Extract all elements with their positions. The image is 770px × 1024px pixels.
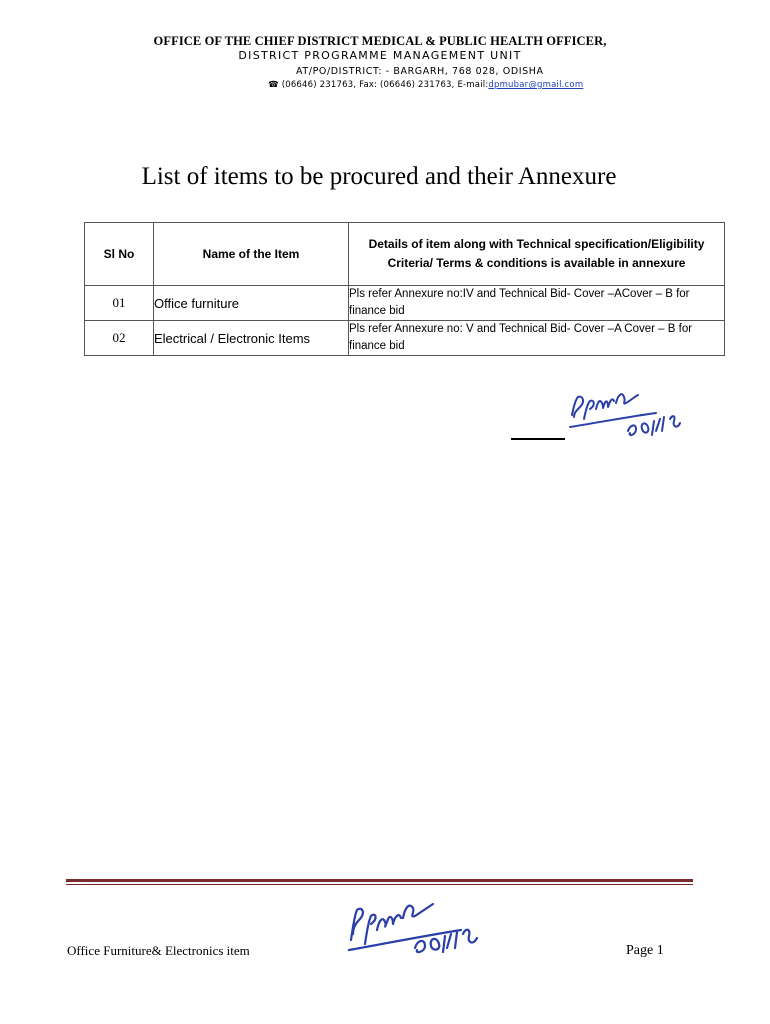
email-link[interactable]: dpmubar@gmail.com — [488, 80, 584, 90]
contact-text: (06646) 231763, Fax: (06646) 231763, E-mail: — [281, 80, 489, 90]
unit-name: DISTRICT PROGRAMME MANAGEMENT UNIT — [238, 49, 522, 62]
signature-line — [511, 438, 565, 440]
contact-line — [268, 80, 583, 90]
header-details: Details of item along with Technical specification/Eligibility Criteria/ Terms & conditions is available in annexure — [349, 223, 725, 286]
row-details: Pls refer Annexure no:IV and Technical Bid- Cover –ACover – B for finance bid — [349, 286, 725, 321]
row-sl-no: 01 — [85, 286, 154, 321]
table-header-row — [85, 223, 725, 286]
footer-rule-thin — [66, 884, 693, 885]
row-details: Pls refer Annexure no: V and Technical Bid- Cover –A Cover – B for finance bid — [349, 321, 725, 356]
signature-image — [566, 387, 696, 445]
header-sl-no: Sl No — [85, 223, 154, 286]
header-item-name: Name of the Item — [154, 223, 349, 286]
table-row — [85, 321, 725, 356]
footer-signature-image — [343, 890, 493, 958]
office-address: AT/PO/DISTRICT: - BARGARH, 768 028, ODISHA — [296, 66, 544, 77]
items-table — [84, 222, 725, 356]
phone-icon: ☎ — [268, 80, 279, 90]
page-title: List of items to be procured and their Annexure — [141, 163, 617, 190]
office-name: OFFICE OF THE CHIEF DISTRICT MEDICAL & PUBLIC HEALTH OFFICER, — [153, 34, 607, 48]
page-number: Page 1 — [626, 943, 664, 958]
footer-document-label: Office Furniture& Electronics item — [67, 943, 250, 958]
footer-rule-thick — [66, 879, 693, 882]
row-item-name: Office furniture — [154, 286, 349, 321]
row-sl-no: 02 — [85, 321, 154, 356]
table-row — [85, 286, 725, 321]
row-item-name: Electrical / Electronic Items — [154, 321, 349, 356]
